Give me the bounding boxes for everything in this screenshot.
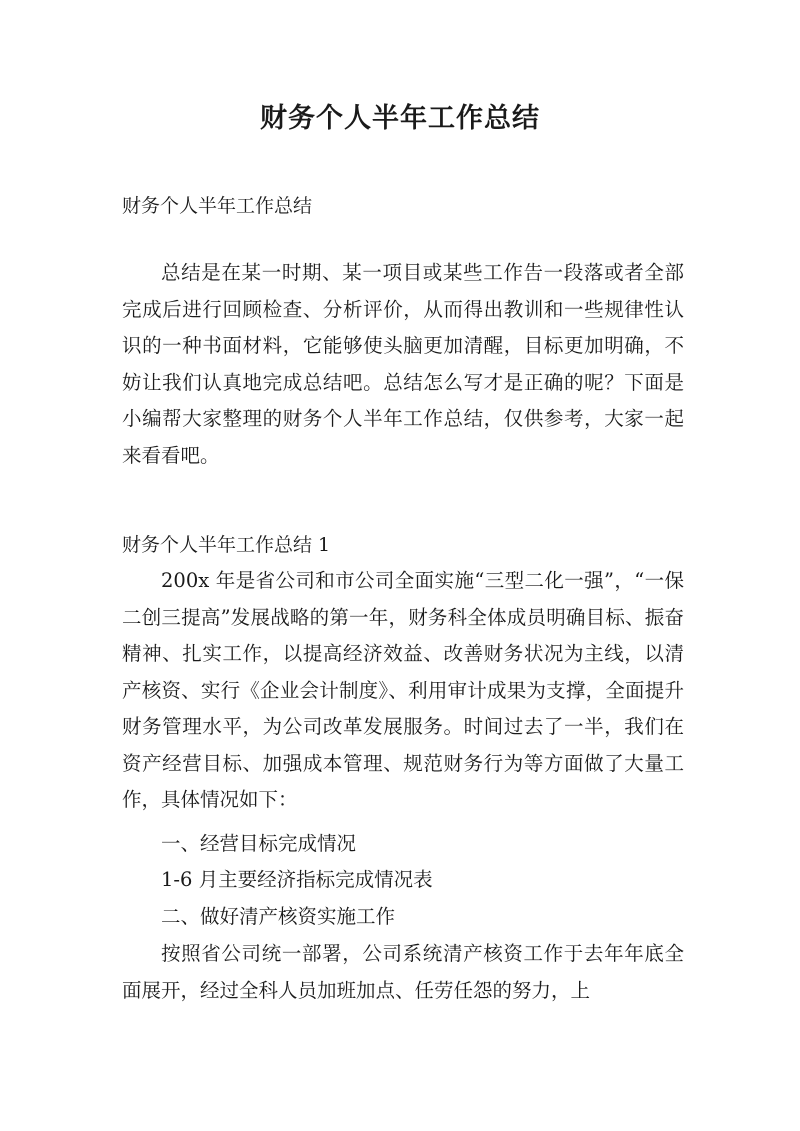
intro-paragraph: 总结是在某一时期、某一项目或某些工作告一段落或者全部完成后进行回顾检查、分析评价，从而得出教训和一些规律性认识的一种书面材料，它能够使头脑更加清醒，目标更加明确，不妨让我们认真地完成总结吧。总结怎么写才是正确的呢？下面是小编帮大家整理的财务个人半年工作总结，仅供参考，大家一起来看看吧。 [122, 261, 684, 467]
document-subtitle: 财务个人半年工作总结 [122, 195, 313, 217]
section-paragraph: 200x 年是省公司和市公司全面实施“三型二化一强”，“一保二创三提高”发展战略的第一年，财务科全体成员明确目标、振奋精神、扎实工作，以提高经济效益、改善财务状况为主线，以清产核资、实行《企业会计制度》、利用审计成果为支撑，全面提升财务管理水平，为公司改革发展服务。时间过去了一半，我们在资产经营目标、加强成本管理、规范财务行为等方面做了大量工作，具体情况如下： [122, 569, 684, 811]
asset-verification-paragraph: 按照省公司统一部署，公司系统清产核资工作于去年年底全面展开，经过全科人员加班加点、任劳任怨的努力，上 [122, 942, 684, 1002]
document-title: 财务个人半年工作总结 [260, 103, 540, 134]
subheading-asset-verification: 二、做好清产核资实施工作 [161, 905, 396, 928]
section-heading: 财务个人半年工作总结 1 [122, 534, 331, 556]
subheading-operating-targets: 一、经营目标完成情况 [161, 832, 357, 855]
table-caption: 1-6 月主要经济指标完成情况表 [161, 868, 433, 891]
